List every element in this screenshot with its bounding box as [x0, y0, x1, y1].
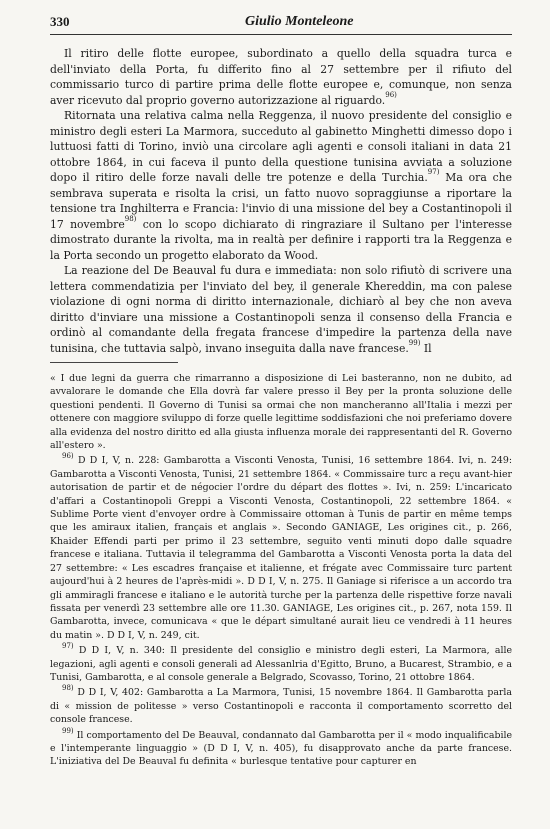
- footnote-96: $^{96)}$ D D I, V, n. 228: Gambarotta a Visconti Venosta, Tunisi, 16 settembre 1864. Ivi, n. 249: Gambarotta a Visconti Venosta, Tunisi, 21 settembre 1864. « Commissaire turc a reçu avant-hier autorisation de partir et de négocier l'ordre du départ des flottes ». Ivi, n. 259: L'incaricato d'affari a Costantinopoli Greppi a Visconti Venosta, Costantinopoli, 22 settembre 1864. « Sublime Porte vient d'envoyer ordre à Commissaire ottoman à Tunis de partir en même temps que les amiraux italien, français et anglais ». Secondo GANIAGE, Les origines cit., p. 266, Khaider Effendi parti per primo il 23 settembre, seguito venti minuti dopo dalle squadre francese e italiana. Tuttavia il telegramma del Gambarotta a Visconti Venosta porta la data del 27 settembre: « Les escadres française et italienne, et frégate avec Commissaire turc partent aujourd'hui à 2 heures de l'après-midi ». D D I, V, n. 275. Il Ganiage si riferisce a un accordo tra gli ammiragli francese e italiano e le autorità turche per la partenza delle rispettive forze navali fissata per venerdì 23 settembre alle ore 11.30. GANIAGE, Les origines cit., p. 267, nota 159. Il Gambarotta, invece, comunicava « que le départ simultané aurait lieu ce vendredi à 11 heures du matin ». D D I, V, n. 249, cit.: [50, 452, 513, 641]
- paragraph: Ritornata una relativa calma nella Reggenza, il nuovo presidente del consiglio e ministro degli esteri La Marmora, succeduto al gabinetto Minghetti dimesso dopo i luttuosi fatti di Torino, inviò una circolare agli agenti e consoli italiani in data 21 ottobre 1864, in cui faceva il punto della questione tunisina avviata a soluzione dopo il ritiro delle forze navali delle tre potenze e della Turchia.$^{97)}$ Ma ora che sembrava superata e risolta la crisi, un fatto nuovo sopraggiunse a riportare la tensione tra Inghilterra e Francia: l'invio di una missione del bey a Costantinopoli il 17 novembre$^{98)}$ con lo scopo dichiarato di ringraziare il Sultano per l'interesse dimostrato durante la rivolta, ma in realtà per definire i rapporti tra la Reggenza e la Porta secondo un progetto elaborato da Wood.: [50, 109, 513, 262]
- footnote-ref: 96): [385, 90, 397, 99]
- paragraph: Il ritiro delle flotte europee, subordinato a quello della squadra turca e dell'inviato della Porta, fu differito fino al 27 settembre per il rifiuto del commissario turco di partire prima delle flotte europee e, comunque, non senza aver ricevuto dal proprio governo autorizzazione al riguardo.$^{96)}$: [50, 47, 512, 107]
- footnote-99: $^{99)}$ Il comportamento del De Beauval, condannato dal Gambarotta per il « modo inqualificabile e l'intemperante linguaggio » (D D I, V, n. 405), fu disapprovato anche da parte francese. L'iniziativa del De Beauval fu definita « burlesque tentative pour capturer en: [50, 726, 512, 768]
- footnote-ref: 97): [427, 168, 440, 176]
- footnote-ref: 99): [408, 338, 421, 347]
- footnote-98: $^{98)}$ D D I, V, 402: Gambarotta a La Marmora, Tunisi, 15 novembre 1864. Il Gambarotta parla di « mission de politesse » verso Costantinopoli e racconta il comportamento scorretto del console francese.: [50, 684, 512, 726]
- page-number: 330: [50, 14, 70, 29]
- footnote-ref: 98): [124, 214, 137, 223]
- footnote-97: $^{97)}$ D D I, V, n. 340: Il presidente del consiglio e ministro degli esteri, La Marmora, alle legazioni, agli agenti e consoli generali ad Alessanlria d'Egitto, Bruno, a Bucarest, Strambio, e a Tunisi, Gambarotta, e al console generale a Belgrado, Scovasso, Torino, 21 ottobre 1864.: [50, 642, 512, 683]
- running-title: Giulio Monteleone: [245, 14, 354, 29]
- main-text: [50, 46, 512, 356]
- paragraph: La reazione del De Beauval fu dura e immediata: non solo rifiutò di scrivere una lettera commendatizia per l'inviato del bey, il generale Khereddin, ma con palese violazione di ogni norma di diritto internazionale, dichiarò al bey che non aveva diritto d'inviare una missione a Costantinopoli senza il consenso della Francia e ordinò al comandante della fregata francese d'impedire la partenza della nave tunisina, che tuttavia salpò, invano inseguita dalla nave francese.$^{99)}$ Il: [50, 264, 512, 355]
- footnote-continuation: « I due legni da guerra che rimarranno a disposizione di Lei basteranno, non ne dubito, ad avvalorare le domande che Ella dovrà far valere presso il Bey per la pronta soluzione delle questioni pendenti. Il Governo di Tunisi sa ormai che non mancheranno all'Italia i mezzi per ottenere con maggiore sviluppo di forze quelle legittime soddisfazioni che noi preferiamo dovere alla evidenza del nostro diritto ed alla giusta influenza morale dei rappresentanti del R. Governo all'estero ».: [50, 373, 512, 452]
- footnotes: [50, 372, 512, 771]
- running-header: [50, 14, 512, 35]
- footnote-separator: [50, 362, 178, 363]
